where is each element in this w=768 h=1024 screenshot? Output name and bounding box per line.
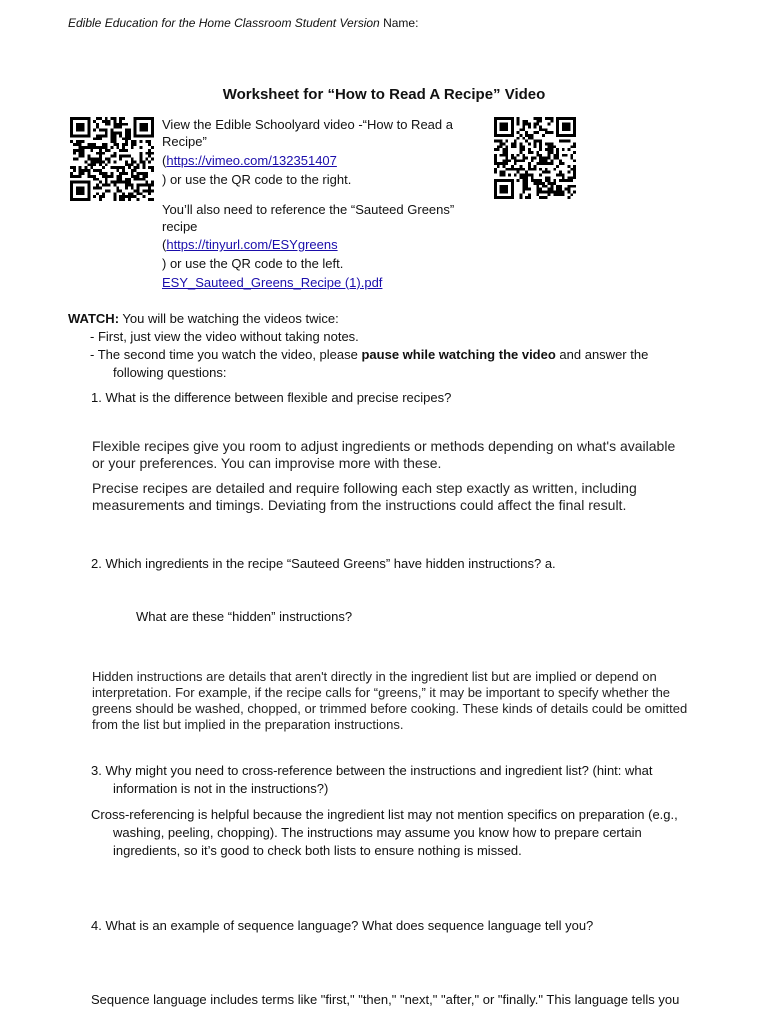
answer-2: Hidden instructions are details that aren't directly in the ingredient list but are implied or depend on interpretation. For example, if the recipe calls for “greens,” it may be important to specify whether the greens should be washed, chopped, or trimmed before cooking. These kinds of details could be omitted from the list but implied in the preparation instructions. [92, 669, 688, 732]
name-label: Name: [383, 16, 419, 30]
recipe-instructions: You’ll also need to reference the “Sauteed Greens” recipe (https://tinyurl.com/ESYgreens ) or use the QR code to the left. ESY_Sauteed_Greens_Recipe (1).pdf [162, 202, 455, 290]
answer-1-flexible: Flexible recipes give you room to adjust ingredients or methods depending on what's available or your preferences. You can improvise more with these. [92, 438, 676, 471]
question-2: 2. Which ingredients in the recipe “Sauteed Greens” have hidden instructions? a. [91, 556, 556, 571]
question-2-sub: What are these “hidden” instructions? [136, 609, 353, 624]
recipe-link[interactable]: https://tinyurl.com/ESYgreens [166, 237, 338, 252]
doc-title: Edible Education for the Home Classroom Student Version [68, 16, 380, 30]
worksheet-title: Worksheet for “How to Read A Recipe” Video [222, 86, 546, 103]
question-4: 4. What is an example of sequence language? What does sequence language tell you? [91, 918, 594, 933]
question-3: 3. Why might you need to cross-reference between the instructions and ingredient list? (hint: what information is not in the instructions?) [91, 763, 653, 796]
question-1: 1. What is the difference between flexible and precise recipes? [91, 390, 452, 405]
watch-bullet-1: - First, just view the video without taking notes. [90, 329, 359, 344]
answer-1-precise: Precise recipes are detailed and require following each step exactly as written, including measurements and timings. Deviating from the instructions could affect the final result. [92, 480, 637, 513]
answer-4: Sequence language includes terms like "first," "then," "next," "after," or "finally." This language tells you [91, 992, 680, 1007]
qr-code-recipe [70, 115, 154, 203]
video-link[interactable]: https://vimeo.com/132351407 [166, 153, 337, 168]
answer-3: Cross-referencing is helpful because the ingredient list may not mention specifics on preparation (e.g., washing, peeling, chopping). The instructions may assume you know how to prepare certain ingredients, so it’s good to check both lists to ensure nothing is missed. [91, 807, 678, 858]
recipe-pdf-link[interactable]: ESY_Sauteed_Greens_Recipe (1).pdf [162, 275, 383, 290]
watch-bullet-2: - The second time you watch the video, please pause while watching the video and answer the [90, 347, 649, 362]
qr-code-video [494, 115, 576, 201]
video-instructions: View the Edible Schoolyard video -“How to Read a Recipe” (https://vimeo.com/132351407 ) or use the QR code to the right. [162, 117, 453, 187]
page-header [68, 16, 418, 30]
watch-label: WATCH: [68, 311, 120, 326]
watch-section: WATCH: You will be watching the videos twice: - First, just view the video without taking notes. - The second time you watch the video, please pause while watching the video and answer the following questions: [68, 310, 708, 381]
